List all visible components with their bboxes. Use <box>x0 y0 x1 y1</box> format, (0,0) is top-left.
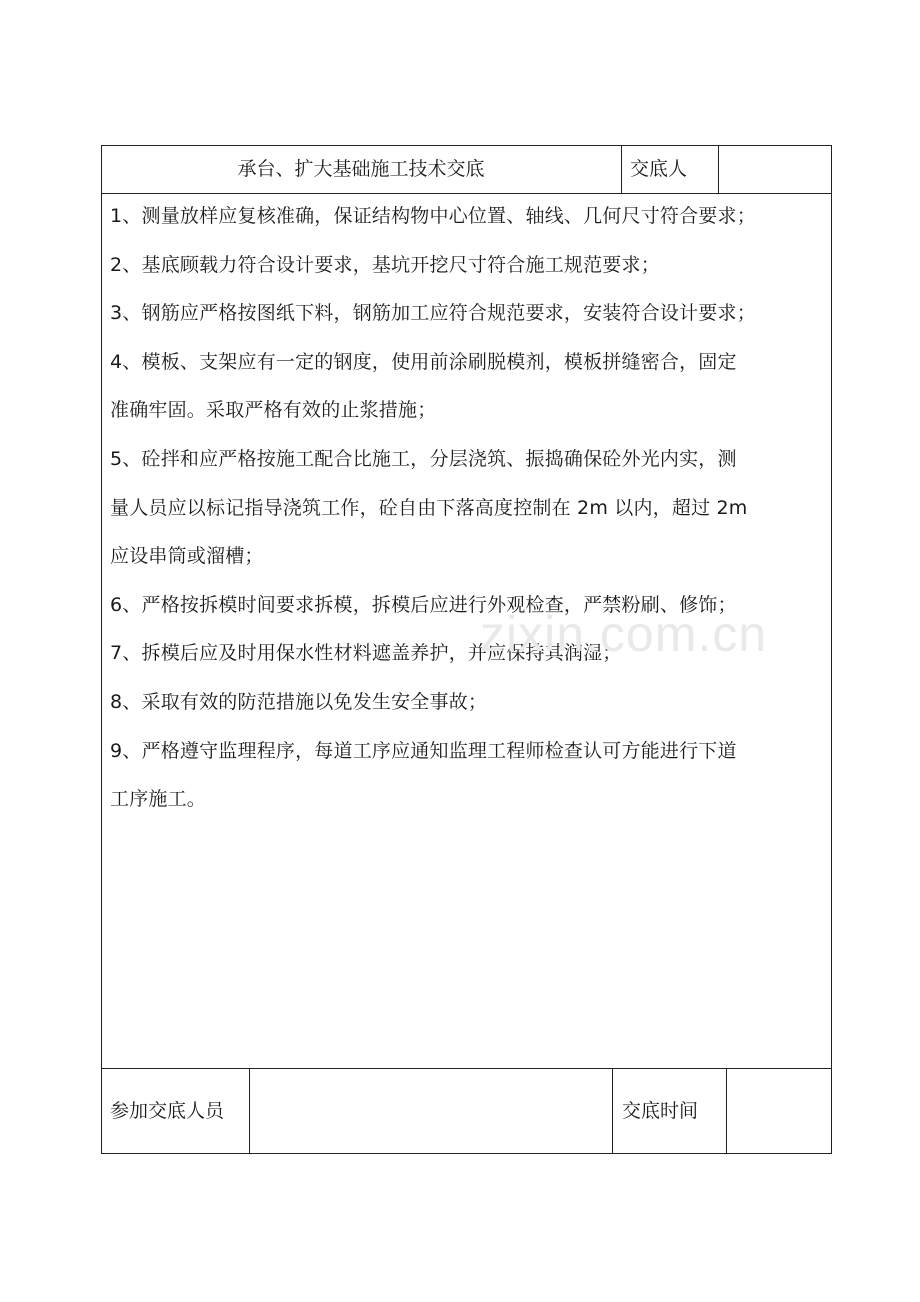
instruction-item-5-line-3: 应设串筒或溜槽； <box>110 545 264 567</box>
instruction-item-1-line-1: 1、测量放样应复核准确，保证结构物中心位置、轴线、几何尺寸符合要求； <box>110 205 756 227</box>
footer-divider <box>101 1068 832 1069</box>
footer-col-divider-3 <box>726 1068 727 1153</box>
instruction-item-5-line-1: 5、砼拌和应严格按施工配合比施工，分层浇筑、振捣确保砼外光内实，测 <box>110 448 737 470</box>
table-border-left <box>101 145 102 1154</box>
table-border-right <box>831 145 832 1154</box>
instruction-item-5-line-2: 量人员应以标记指导浇筑工作，砼自由下落高度控制在 2m 以内，超过 2m <box>110 497 748 519</box>
instruction-item-7-line-1: 7、拆模后应及时用保水性材料遮盖养护，并应保持其润湿； <box>110 642 622 664</box>
footer-col-divider-2 <box>612 1068 613 1153</box>
participants-label: 参加交底人员 <box>110 1100 225 1122</box>
table-border-top <box>101 145 832 146</box>
instruction-item-8-line-1: 8、采取有效的防范措施以免发生安全事故； <box>110 691 488 713</box>
instruction-item-9-line-1: 9、严格遵守监理程序，每道工序应通知监理工程师检查认可方能进行下道 <box>110 740 737 762</box>
instruction-item-9-line-2: 工序施工。 <box>110 788 207 810</box>
header-divider <box>101 193 832 194</box>
instruction-item-2-line-1: 2、基底顾载力符合设计要求，基坑开挖尺寸符合施工规范要求； <box>110 254 660 276</box>
presenter-label: 交底人 <box>630 158 688 180</box>
instruction-item-4-line-2: 准确牢固。采取严格有效的止浆措施； <box>110 399 437 421</box>
document-title: 承台、扩大基础施工技术交底 <box>237 158 485 180</box>
header-col-divider-1 <box>621 145 622 193</box>
instruction-item-3-line-1: 3、钢筋应严格按图纸下料，钢筋加工应符合规范要求，安装符合设计要求； <box>110 302 756 324</box>
footer-col-divider-1 <box>249 1068 250 1153</box>
header-col-divider-2 <box>718 145 719 193</box>
table-border-bottom <box>101 1153 832 1154</box>
instruction-item-4-line-1: 4、模板、支架应有一定的钢度，使用前涂刷脱模剂，模板拼缝密合，固定 <box>110 351 737 373</box>
instruction-item-6-line-1: 6、严格按拆模时间要求拆模，拆模后应进行外观检查，严禁粉刷、修饰； <box>110 594 737 616</box>
time-label: 交底时间 <box>622 1100 699 1122</box>
watermark: zixin.com.cn <box>480 606 768 662</box>
